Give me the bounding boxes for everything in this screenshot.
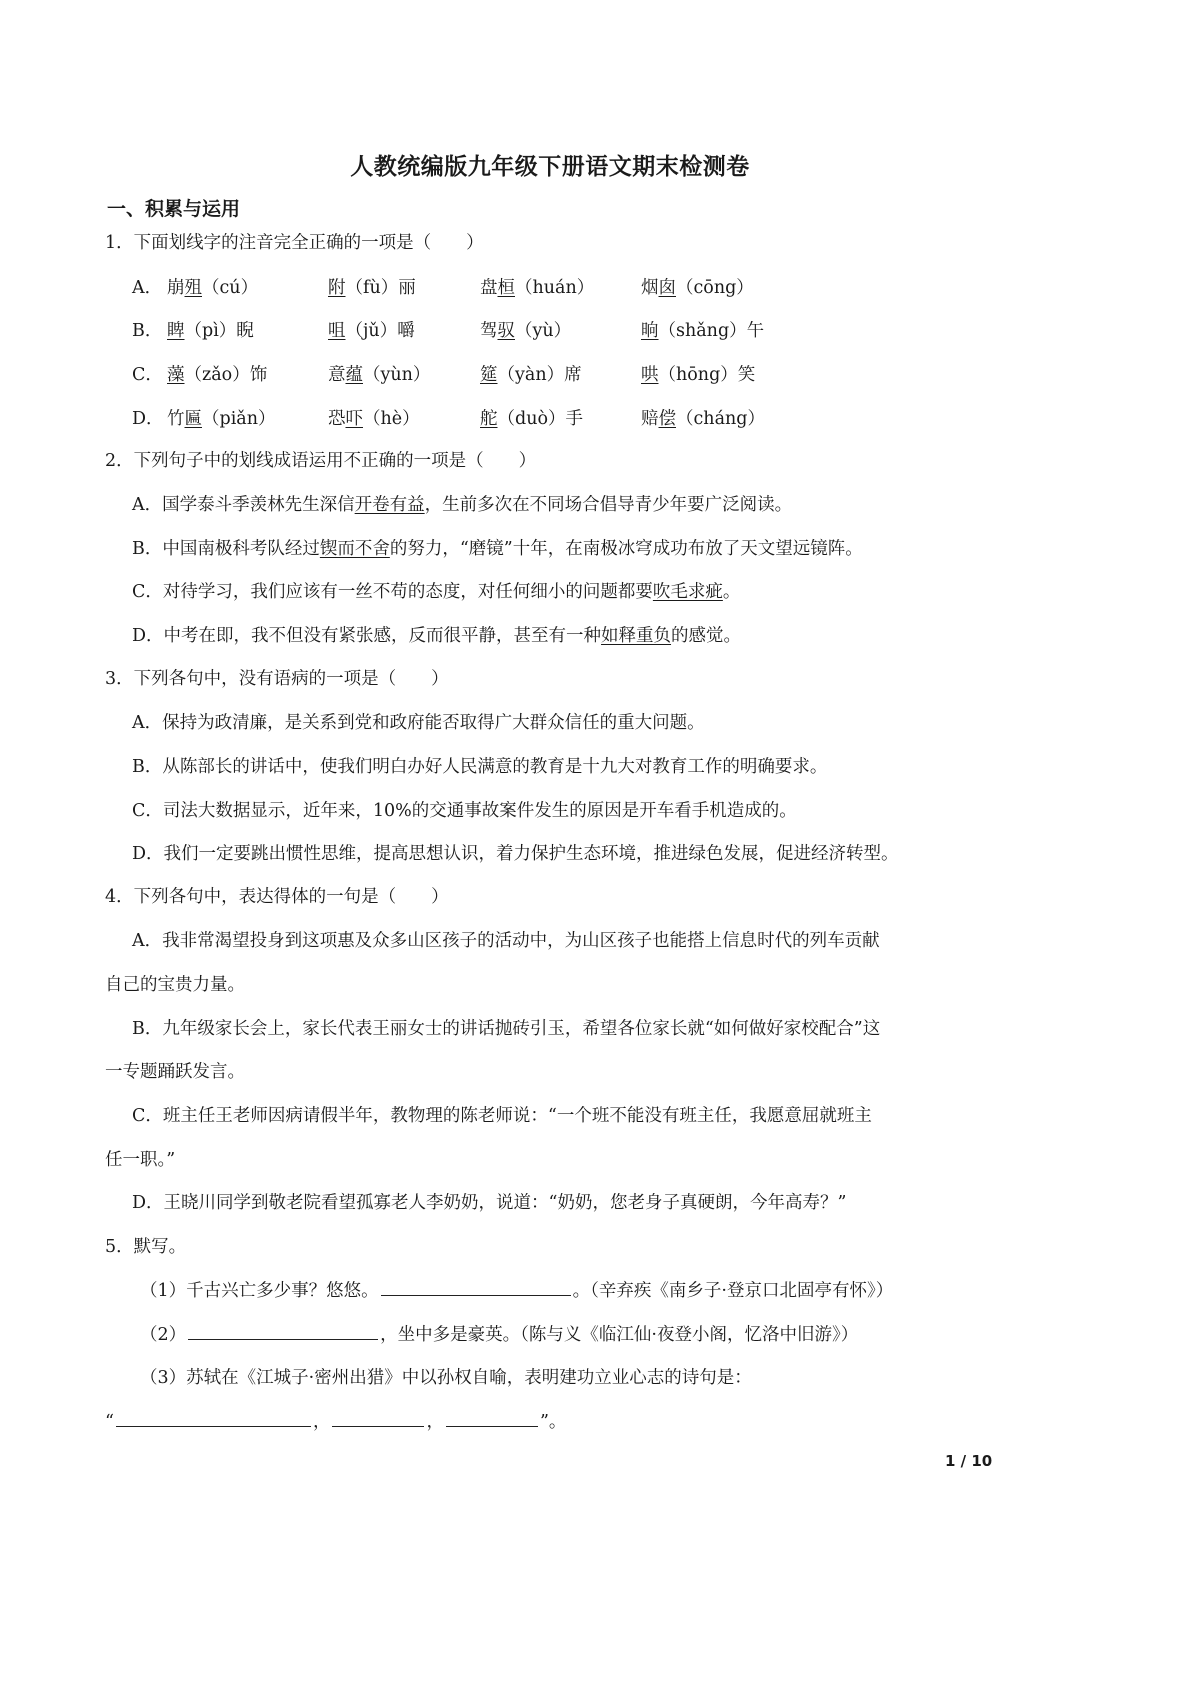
pinyin-item: 烟囱（cōng） — [641, 278, 754, 298]
close-quote: ”。 — [539, 1412, 567, 1432]
pinyin-item: 恐吓（hè） — [328, 409, 420, 429]
question-4-option-a-line2: 自己的宝贵力量。 — [105, 975, 245, 995]
question-3-option-d: D．我们一定要跳出惯性思维，提高思想认识，着力保护生态环境，推进绿色发展，促进经济转型。 — [132, 844, 899, 864]
page-title: 人教统编版九年级下册语文期末检测卷 — [350, 154, 750, 180]
pinyin-item: 睥（pì）睨 — [167, 321, 254, 341]
pinyin-item: 咀（jǔ）嚼 — [328, 321, 415, 341]
underlined-char: 哄 — [641, 365, 659, 385]
pinyin-item: 驾驭（yù） — [480, 321, 572, 341]
question-3-option-a: A．保持为政清廉，是关系到党和政府能否取得广大群众信任的重大问题。 — [132, 713, 705, 733]
pinyin-item: 哄（hōng）笑 — [641, 365, 756, 385]
underlined-char: 殂 — [184, 278, 202, 298]
question-5-stem: 5．默写。 — [105, 1237, 187, 1257]
underlined-char: 筵 — [480, 365, 498, 385]
underlined-char: 蕴 — [345, 365, 363, 385]
underlined-char: 咀 — [328, 321, 346, 341]
dictation-1-source: 。（辛弃疾《南乡子·登京口北固亭有怀》） — [572, 1281, 894, 1301]
pinyin-item: 意蕴（yùn） — [328, 365, 431, 385]
option-letter: A． — [132, 278, 163, 298]
dictation-item-3-answer — [105, 1410, 566, 1433]
question-4-option-c-line2: 任一职。” — [105, 1150, 176, 1170]
option-letter: B． — [132, 321, 163, 341]
question-3-stem: 3．下列各句中，没有语病的一项是（ ） — [105, 669, 449, 689]
question-1-stem: 1．下面划线字的注音完全正确的一项是（ ） — [105, 233, 484, 253]
question-4-option-b-line1: B．九年级家长会上，家长代表王丽女士的讲话抛砖引玉，希望各位家长就“如何做好家校配合”这 — [132, 1019, 881, 1039]
open-quote: “ — [105, 1412, 114, 1432]
question-4-stem: 4．下列各句中，表达得体的一句是（ ） — [105, 887, 449, 907]
question-4-option-b-line2: 一专题踊跃发言。 — [105, 1062, 245, 1082]
dictation-1-prefix: （1）千古兴亡多少事？悠悠。 — [140, 1281, 379, 1301]
underlined-char: 睥 — [167, 321, 185, 341]
option-letter: D． — [132, 409, 164, 429]
question-2-option: C．对待学习，我们应该有一丝不苟的态度，对任何细小的问题都要吹毛求疵。 — [132, 582, 741, 602]
question-4-option-c-line1: C．班主任王老师因病请假半年，教物理的陈老师说：“一个班不能没有班主任，我愿意屈就班主 — [132, 1106, 872, 1126]
comma: ， — [426, 1412, 444, 1432]
question-2-option: A．国学泰斗季羡林先生深信开卷有益，生前多次在不同场合倡导青少年要广泛阅读。 — [132, 495, 793, 515]
underlined-char: 囱 — [658, 278, 676, 298]
pinyin-item: 晌（shǎng）午 — [641, 321, 765, 341]
dictation-2-source: ，坐中多是豪英。（陈与义《临江仙·夜登小阁，忆洛中旧游》） — [380, 1325, 859, 1345]
comma: ， — [312, 1412, 331, 1432]
underlined-idiom: 吹毛求疵 — [652, 582, 723, 602]
underlined-idiom: 锲而不舍 — [319, 539, 390, 559]
pinyin-item: 竹匾（piǎn） — [167, 409, 276, 429]
underlined-char: 晌 — [641, 321, 659, 341]
underlined-char: 偿 — [658, 409, 676, 429]
question-4-option-d: D．王晓川同学到敬老院看望孤寡老人李奶奶，说道：“奶奶，您老身子真硬朗，今年高寿？” — [132, 1193, 847, 1213]
answer-blank[interactable] — [446, 1410, 538, 1427]
question-2-stem: 2．下列句子中的划线成语运用不正确的一项是（ ） — [105, 451, 537, 471]
underlined-char: 附 — [328, 278, 346, 298]
underlined-char: 吓 — [345, 409, 363, 429]
question-2-option: B．中国南极科考队经过锲而不舍的努力，“磨镜”十年，在南极冰穹成功布放了天文望远镜阵。 — [132, 539, 863, 559]
pinyin-item: 筵（yàn）席 — [480, 365, 582, 385]
section-heading: 一、积累与运用 — [107, 198, 241, 220]
underlined-char: 藻 — [167, 365, 185, 385]
underlined-idiom: 开卷有益 — [354, 495, 425, 515]
pinyin-item: 藻（zǎo）饰 — [167, 365, 268, 385]
pinyin-item: 附（fù）丽 — [328, 278, 416, 298]
answer-blank[interactable] — [381, 1279, 571, 1296]
underlined-char: 驭 — [497, 321, 515, 341]
answer-blank[interactable] — [188, 1323, 378, 1340]
answer-blank[interactable] — [116, 1410, 311, 1427]
dictation-item-2 — [140, 1323, 858, 1346]
question-3-option-c: C．司法大数据显示，近年来，10%的交通事故案件发生的原因是开车看手机造成的。 — [132, 801, 797, 821]
pinyin-item: 盘桓（huán） — [480, 278, 595, 298]
underlined-idiom: 如释重负 — [601, 626, 672, 646]
pinyin-item: 舵（duò）手 — [480, 409, 584, 429]
underlined-char: 匾 — [184, 409, 202, 429]
underlined-char: 桓 — [497, 278, 515, 298]
pinyin-item: 崩殂（cú） — [167, 278, 259, 298]
dictation-2-prefix: （2） — [140, 1325, 187, 1345]
option-letter: C． — [132, 365, 163, 385]
answer-blank[interactable] — [332, 1410, 424, 1427]
dictation-item-1 — [140, 1279, 893, 1302]
underlined-char: 舵 — [480, 409, 498, 429]
page-number: 1 / 10 — [945, 1452, 993, 1470]
question-2-option: D．中考在即，我不但没有紧张感，反而很平静，甚至有一种如释重负的感觉。 — [132, 626, 742, 646]
question-3-option-b: B．从陈部长的讲话中，使我们明白办好人民满意的教育是十九大对教育工作的明确要求。 — [132, 757, 828, 777]
pinyin-item: 赔偿（cháng） — [641, 409, 765, 429]
question-4-option-a-line1: A．我非常渴望投身到这项惠及众多山区孩子的活动中，为山区孩子也能搭上信息时代的列车贡献 — [132, 931, 880, 951]
dictation-item-3-prompt: （3）苏轼在《江城子·密州出猎》中以孙权自喻，表明建功立业心志的诗句是： — [140, 1368, 752, 1388]
